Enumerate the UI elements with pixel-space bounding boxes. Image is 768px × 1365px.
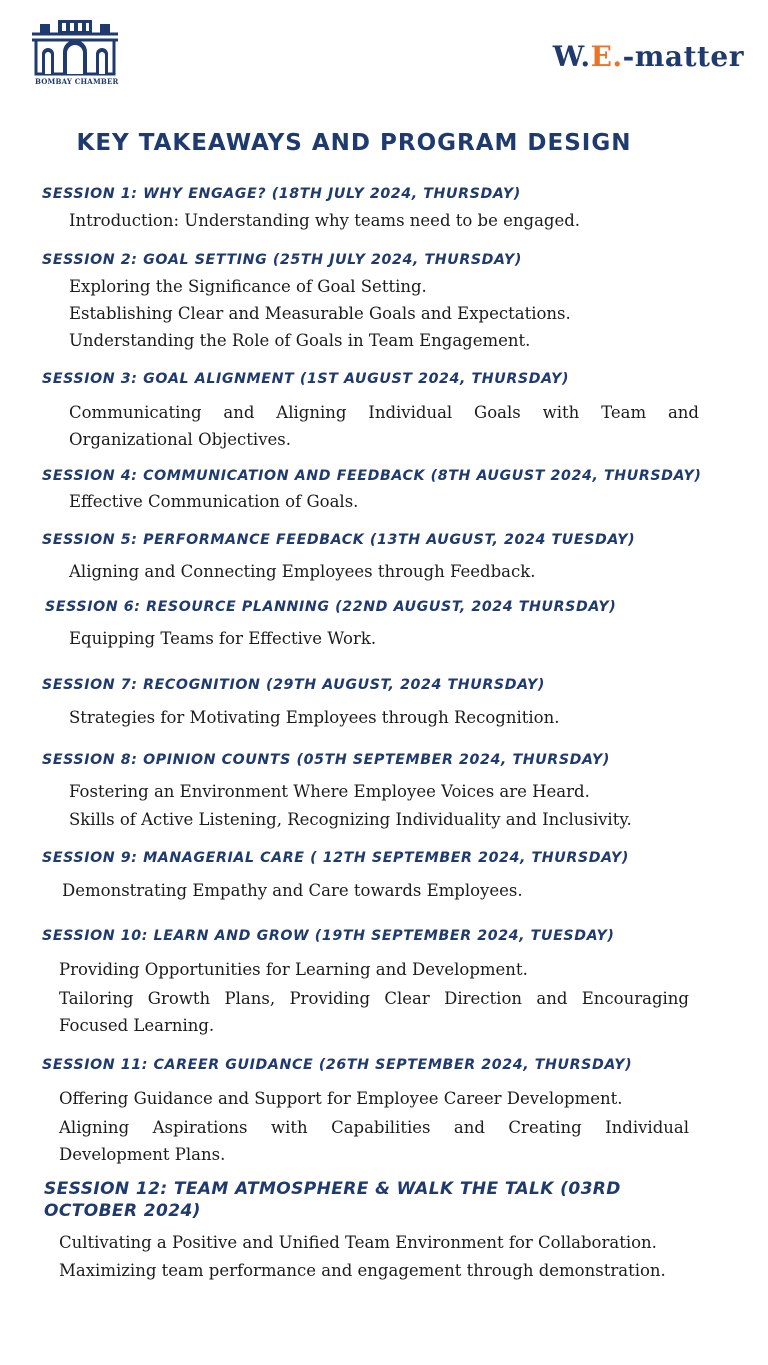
session-line: Exploring the Significance of Goal Setting. [69, 277, 427, 296]
session-heading: SESSION 2: GOAL SETTING (25TH JULY 2024, THURSDAY) [42, 252, 522, 268]
session-heading: SESSION 5: PERFORMANCE FEEDBACK (13TH AUGUST, 2024 TUESDAY) [42, 532, 636, 548]
session-heading: SESSION 9: MANAGERIAL CARE ( 12TH SEPTEMBER 2024, THURSDAY) [42, 850, 630, 866]
session-line: Equipping Teams for Effective Work. [69, 629, 377, 648]
bombay-chamber-logo [30, 20, 126, 90]
session-heading: SESSION 1: WHY ENGAGE? (18TH JULY 2024, THURSDAY) [42, 186, 521, 202]
session-heading: SESSION 8: OPINION COUNTS (05TH SEPTEMBER 2024, THURSDAY) [42, 752, 610, 768]
session-heading: SESSION 3: GOAL ALIGNMENT (1ST AUGUST 2024, THURSDAY) [42, 371, 570, 387]
logo-caption: BOMBAY CHAMBER [35, 77, 119, 86]
brand-middle: E. [590, 40, 623, 73]
session-heading: SESSION 12: TEAM ATMOSPHERE & WALK THE TALK (03RD OCTOBER 2024) [44, 1179, 621, 1221]
session-line: Tailoring Growth Plans, Providing Clear Direction and Encouraging Focused Learning. [59, 989, 689, 1035]
session-line: Fostering an Environment Where Employee Voices are Heard. [69, 782, 590, 801]
page-title: KEY TAKEAWAYS AND PROGRAM DESIGN [76, 130, 632, 156]
session-line: Understanding the Role of Goals in Team Engagement. [69, 331, 531, 350]
session-heading: SESSION 11: CAREER GUIDANCE (26TH SEPTEMBER 2024, THURSDAY) [42, 1057, 633, 1073]
gateway-arch-icon [30, 20, 120, 76]
session-line: Offering Guidance and Support for Employee Career Development. [59, 1089, 623, 1108]
session-line: Introduction: Understanding why teams need to be engaged. [69, 211, 581, 230]
session-line: Establishing Clear and Measurable Goals and Expectations. [69, 304, 571, 323]
session-line: Demonstrating Empathy and Care towards Employees. [62, 881, 523, 900]
session-line: Aligning Aspirations with Capabilities and Creating Individual Development Plans. [59, 1118, 689, 1164]
session-line: Maximizing team performance and engagement through demonstration. [59, 1261, 666, 1280]
session-line: Aligning and Connecting Employees through Feedback. [69, 562, 536, 581]
brand-suffix: -matter [622, 40, 744, 73]
brand-prefix: W. [552, 40, 591, 73]
session-line: Skills of Active Listening, Recognizing Individuality and Inclusivity. [69, 810, 632, 829]
session-line: Strategies for Motivating Employees through Recognition. [69, 708, 560, 727]
session-heading: SESSION 6: RESOURCE PLANNING (22ND AUGUST, 2024 THURSDAY) [45, 599, 617, 615]
session-line: Communicating and Aligning Individual Goals with Team and Organizational Objectives. [69, 403, 699, 449]
session-heading: SESSION 7: RECOGNITION (29TH AUGUST, 2024 THURSDAY) [42, 677, 546, 693]
session-line: Effective Communication of Goals. [69, 492, 359, 511]
we-matter-brand [553, 40, 744, 73]
session-heading: SESSION 10: LEARN AND GROW (19TH SEPTEMBER 2024, TUESDAY) [42, 928, 615, 944]
session-line: Cultivating a Positive and Unified Team Environment for Collaboration. [59, 1233, 657, 1252]
session-line: Providing Opportunities for Learning and Development. [59, 960, 528, 979]
session-heading: SESSION 4: COMMUNICATION AND FEEDBACK (8TH AUGUST 2024, THURSDAY) [42, 468, 702, 484]
